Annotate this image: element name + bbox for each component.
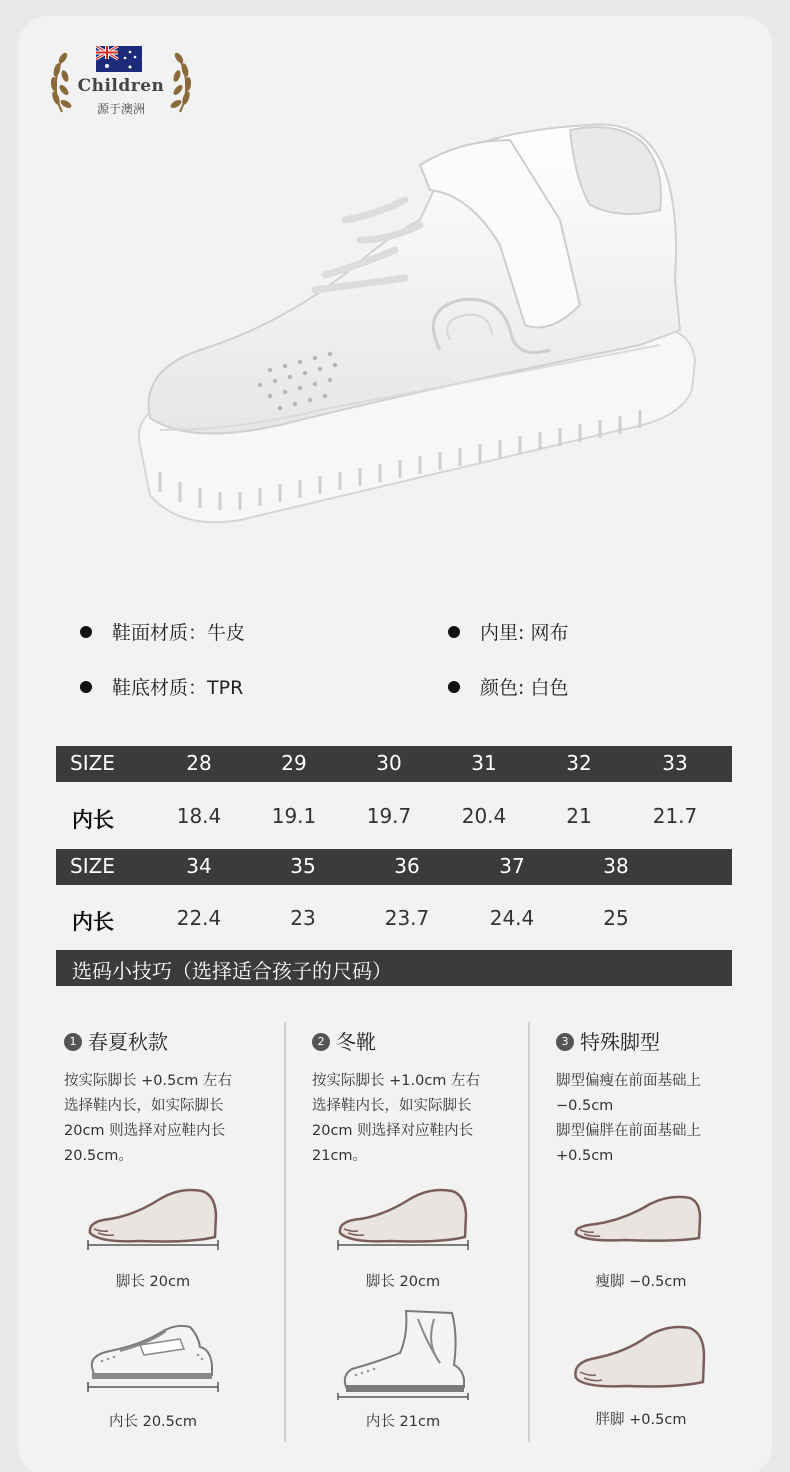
size-header-row-2 [56, 849, 732, 885]
tip-line: 脚型偏胖在前面基础上 [556, 1123, 701, 1139]
foot-length-caption: 脚长 20cm [365, 1274, 441, 1290]
white-sneaker-image [120, 100, 760, 600]
tip-title [556, 1026, 756, 1055]
size-cell: 29 [281, 751, 307, 775]
number-badge-icon: 2 [312, 1033, 330, 1051]
length-cell: 24.4 [489, 906, 535, 930]
size-header-row-1 [56, 746, 732, 782]
tip-line: −0.5cm [556, 1098, 614, 1114]
tip-line: 20cm 则选择对应鞋内长 [312, 1123, 474, 1139]
dress-shoe-icon [80, 1315, 230, 1395]
size-cell: 35 [290, 854, 316, 878]
length-cell: 23 [290, 906, 316, 930]
slim-foot-caption: 瘦脚 −0.5cm [595, 1274, 687, 1290]
tip-line: 选择鞋内长，如实际脚长 [64, 1098, 224, 1114]
length-row-2 [56, 902, 732, 938]
length-label: 内长 [72, 808, 114, 832]
size-cell: 36 [394, 854, 420, 878]
bullet-icon [80, 626, 92, 638]
length-cell: 18.4 [176, 804, 222, 828]
length-cell: 21 [566, 804, 592, 828]
length-label: 内长 [72, 910, 114, 934]
spec-lining [448, 618, 568, 645]
tip-title [64, 1026, 274, 1055]
spec-sole-text: 鞋底材质：TPR [112, 677, 244, 699]
size-header-label: SIZE [70, 751, 115, 775]
tip-line: 选择鞋内长，如实际脚长 [312, 1098, 472, 1114]
bullet-icon [448, 626, 460, 638]
tip-line: 21cm。 [312, 1148, 368, 1164]
spec-sole [80, 673, 243, 700]
tip-title-text: 特殊脚型 [580, 1030, 660, 1054]
tip-line: 按实际脚长 +1.0cm 左右 [312, 1073, 481, 1089]
tip-line: 20cm 则选择对应鞋内长 [64, 1123, 226, 1139]
length-cell: 22.4 [176, 906, 222, 930]
size-cell: 30 [376, 751, 402, 775]
foot-icon [80, 1185, 230, 1255]
size-cell: 33 [662, 751, 688, 775]
tip-line: 20.5cm。 [64, 1148, 133, 1164]
bullet-icon [80, 681, 92, 693]
number-badge-icon: 1 [64, 1033, 82, 1051]
spec-upper [80, 618, 245, 645]
size-cell: 32 [566, 751, 592, 775]
length-cell: 23.7 [384, 906, 430, 930]
length-cell: 19.1 [271, 804, 317, 828]
slim-foot-icon [566, 1188, 716, 1253]
length-cell: 20.4 [461, 804, 507, 828]
foot-length-caption: 脚长 20cm [115, 1274, 191, 1290]
tip-body [312, 1069, 522, 1169]
tip-line: 脚型偏瘦在前面基础上 [556, 1073, 701, 1089]
tip-title-text: 春夏秋款 [88, 1030, 168, 1054]
spec-lining-text: 内里: 网布 [480, 622, 569, 644]
column-divider [528, 1022, 530, 1442]
size-cell: 28 [186, 751, 212, 775]
length-cell: 21.7 [652, 804, 698, 828]
size-cell: 38 [603, 854, 629, 878]
foot-icon [330, 1185, 480, 1255]
wide-foot-icon [566, 1322, 716, 1397]
length-cell: 25 [603, 906, 629, 930]
number-badge-icon: 3 [556, 1033, 574, 1051]
column-divider [284, 1022, 286, 1442]
size-cell: 34 [186, 854, 212, 878]
tip-body [64, 1069, 274, 1169]
size-cell: 31 [471, 751, 497, 775]
tip-body [556, 1069, 756, 1169]
boot-icon [330, 1305, 480, 1400]
tip-line: 按实际脚长 +0.5cm 左右 [64, 1073, 233, 1089]
size-tips-title: 选码小技巧（选择适合孩子的尺码） [56, 950, 732, 986]
australia-flag-icon [96, 46, 142, 72]
tip-title [312, 1026, 522, 1055]
brand-word: Children [77, 76, 165, 96]
size-cell: 37 [499, 854, 525, 878]
spec-upper-text: 鞋面材质：牛皮 [112, 622, 246, 644]
size-header-label: SIZE [70, 854, 115, 878]
spec-color [448, 673, 568, 700]
inner-length-caption: 内长 20.5cm [109, 1414, 197, 1430]
brand-subtitle: 源于澳洲 [96, 102, 145, 116]
spec-color-text: 颜色: 白色 [480, 677, 569, 699]
wide-foot-caption: 胖脚 +0.5cm [595, 1412, 687, 1428]
inner-length-caption: 内长 21cm [365, 1414, 441, 1430]
length-cell: 19.7 [366, 804, 412, 828]
bullet-icon [448, 681, 460, 693]
tip-title-text: 冬靴 [336, 1030, 376, 1054]
tip-line: +0.5cm [556, 1148, 614, 1164]
length-row-1 [56, 800, 732, 836]
